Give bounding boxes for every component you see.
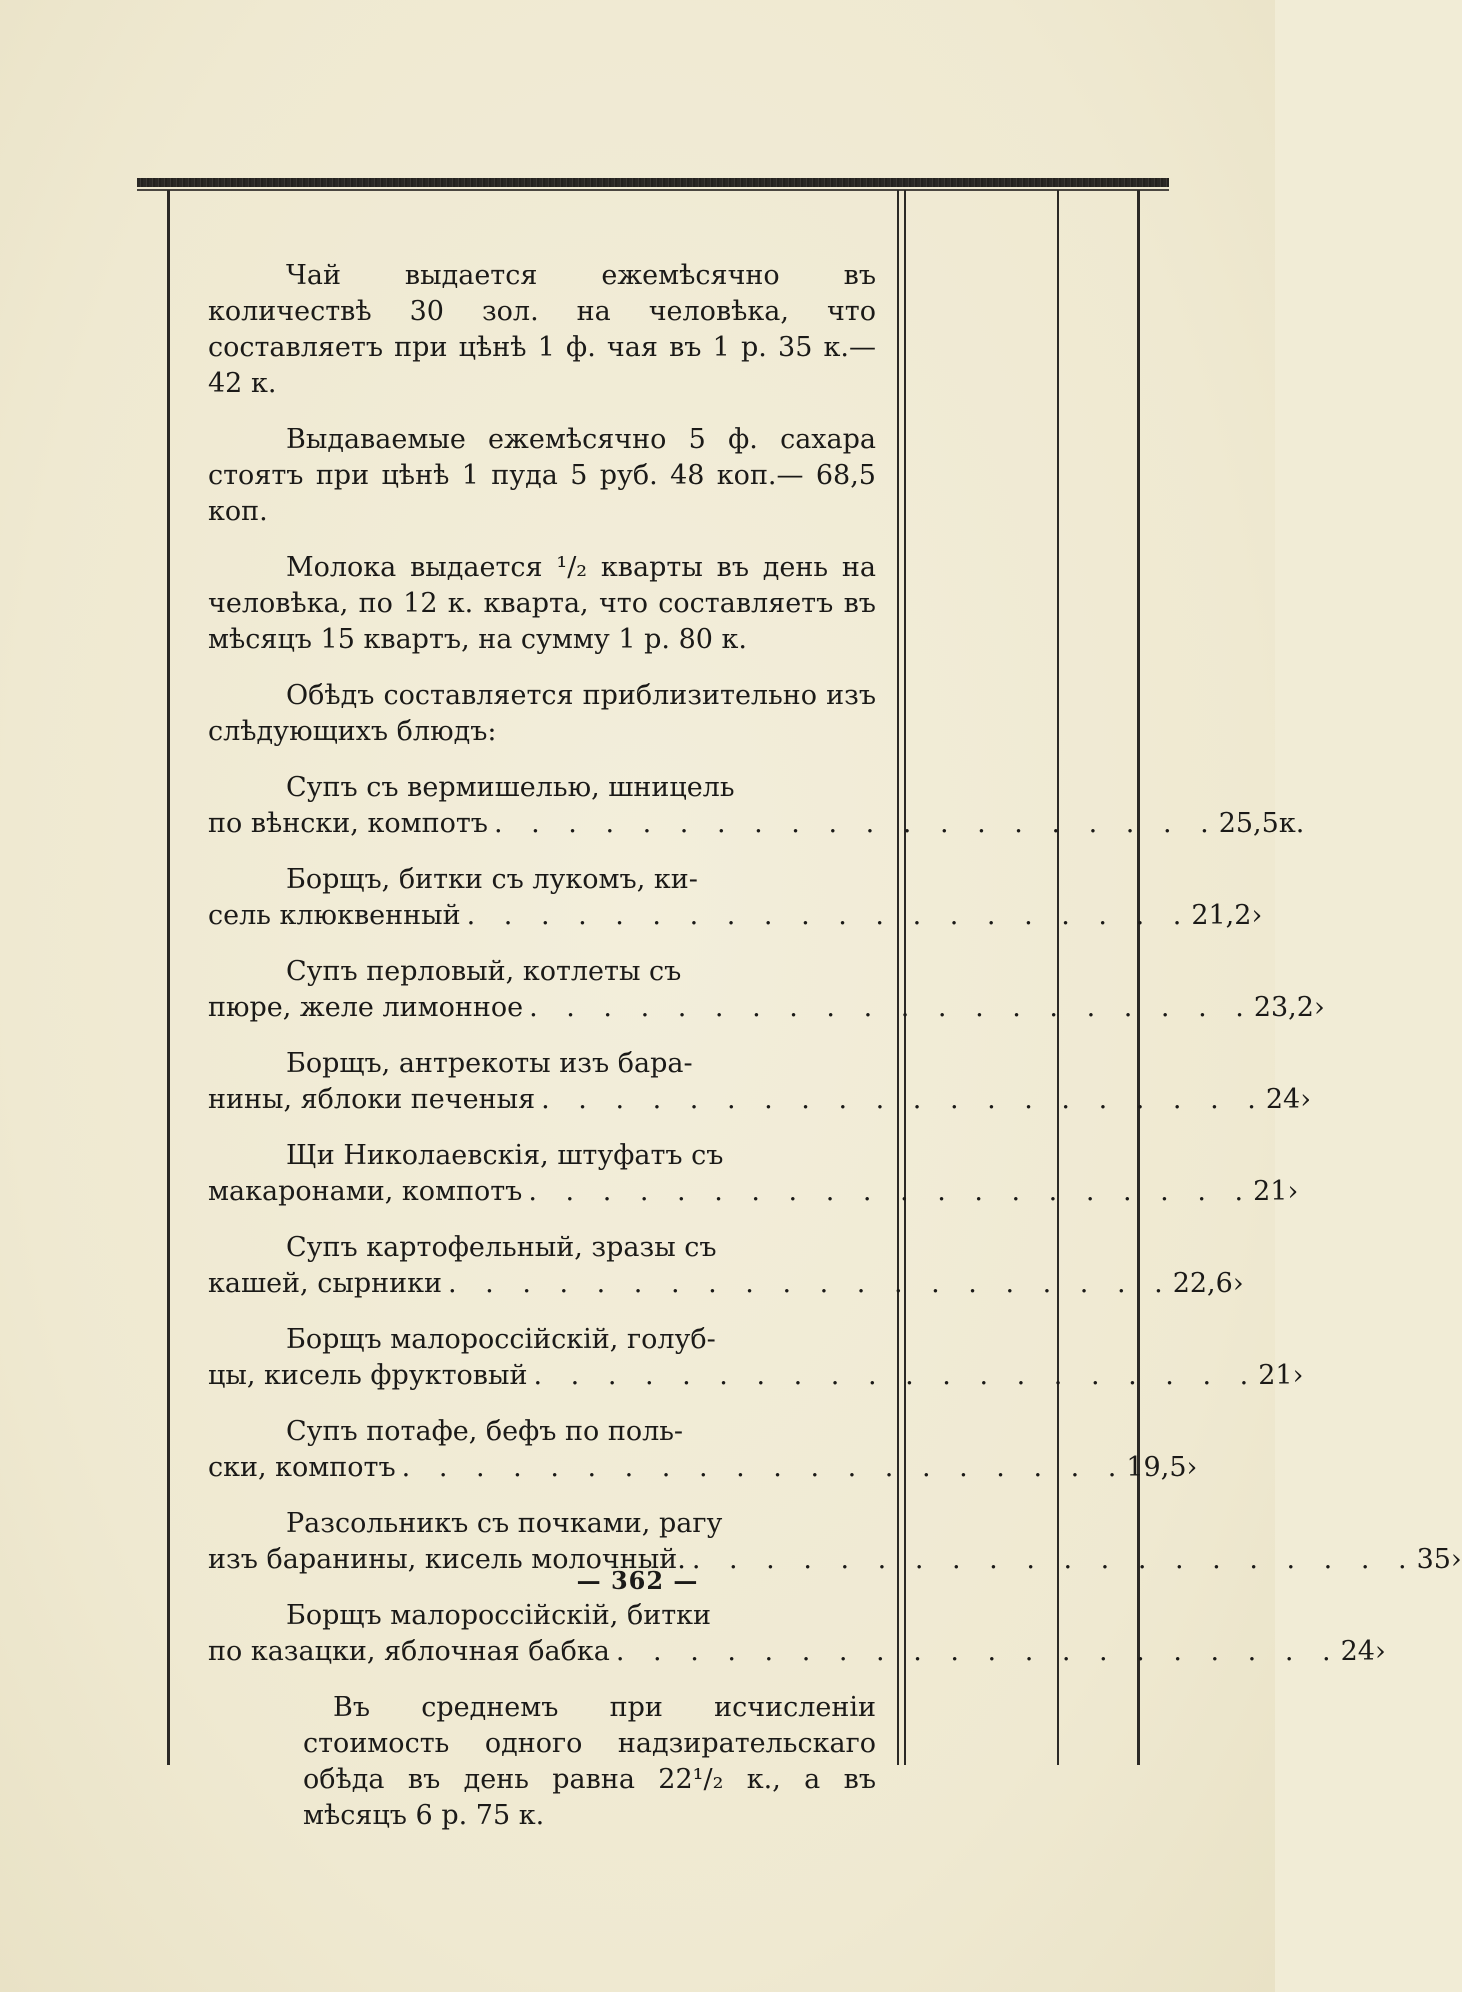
menu-item-dishes: пюре, желе лимонное xyxy=(208,992,524,1023)
menu-item-line2 xyxy=(208,1174,1299,1210)
paragraph-sugar: Выдаваемые ежемѣсячно 5 ф. сахара стоятъ при цѣнѣ 1 пуда 5 руб. 48 коп.— 68,5 коп. xyxy=(208,424,876,527)
leader-dots: . . . . . . . . . . . . . . . . . . . . xyxy=(615,1636,1341,1667)
menu-item xyxy=(208,1230,1244,1302)
menu-item-unit: › xyxy=(1251,900,1263,931)
leader-dots: . . . . . . . . . . . . . . . . . . . . xyxy=(528,1176,1254,1207)
menu-item xyxy=(208,770,1305,842)
menu-item-line2 xyxy=(208,806,1305,842)
menu-item-dishes: сель клюквенный xyxy=(208,900,461,931)
menu-item xyxy=(208,1414,1198,1486)
menu-item-unit: › xyxy=(1287,1176,1299,1207)
menu-item xyxy=(208,1322,1304,1394)
menu-item xyxy=(208,1046,1312,1118)
menu-item-line1: Щи Николаевскія, штуфатъ съ xyxy=(286,1140,724,1171)
menu-item-line1: Супъ перловый, котлеты съ xyxy=(286,956,682,987)
leader-dots: . . . . . . . . . . . . . . . . . . . . xyxy=(493,808,1219,839)
menu-item-line1: Борщъ, антрекоты изъ бара- xyxy=(286,1048,693,1079)
column-rule-mid-2 xyxy=(904,190,906,1765)
menu-item-unit: › xyxy=(1292,1360,1304,1391)
menu-item-line2 xyxy=(208,1634,1386,1670)
menu-item-line2 xyxy=(208,1450,1198,1486)
menu-item-line1: Борщъ малороссійскій, голуб- xyxy=(286,1324,716,1355)
main-text-column xyxy=(208,258,1462,1834)
menu-item-dishes: макаронами, компотъ xyxy=(208,1176,523,1207)
leader-dots: . . . . . . . . . . . . . . . . . . . . xyxy=(401,1452,1127,1483)
menu-item xyxy=(208,862,1263,934)
menu-item-dishes: ски, компотъ xyxy=(208,1452,396,1483)
menu-item-line2 xyxy=(208,1082,1312,1118)
menu-item-dishes: цы, кисель фруктовый xyxy=(208,1360,528,1391)
menu-item-unit: › xyxy=(1374,1636,1386,1667)
menu-item-line2 xyxy=(208,1358,1304,1394)
top-rule xyxy=(137,178,1169,187)
milk-text-a: Молока выдается xyxy=(286,552,557,583)
menu-item-line2 xyxy=(208,1266,1244,1302)
menu-item-unit: › xyxy=(1232,1268,1244,1299)
menu-item-line1: Супъ картофельный, зразы съ xyxy=(286,1232,717,1263)
paragraph-summary xyxy=(303,1690,876,1834)
menu-item-dishes: по казацки, яблочная бабка xyxy=(208,1636,610,1667)
menu-list xyxy=(208,770,1462,1670)
column-rule-left xyxy=(167,190,170,1765)
column-rule-mid-1 xyxy=(897,190,899,1765)
menu-item xyxy=(208,1138,1299,1210)
menu-item-unit: › xyxy=(1186,1452,1198,1483)
menu-item-price: 35 xyxy=(1416,1544,1451,1575)
menu-item-line1: Разсольникъ съ почками, рагу xyxy=(286,1508,723,1539)
column-rule-right-1 xyxy=(1057,190,1059,1765)
menu-item-unit: › xyxy=(1313,992,1325,1023)
menu-item-price: 21 xyxy=(1253,1176,1288,1207)
menu-item-dishes: изъ баранины, кисель молочный. xyxy=(208,1544,686,1575)
leader-dots: . . . . . . . . . . . . . . . . . . . . xyxy=(691,1544,1417,1575)
menu-item xyxy=(208,1598,1386,1670)
page-number: — 362 — xyxy=(576,1566,699,1595)
milk-fraction: ¹/₂ xyxy=(556,552,588,583)
menu-item-line1: Борщъ малороссійскій, битки xyxy=(286,1600,712,1631)
leader-dots: . . . . . . . . . . . . . . . . . . . . xyxy=(533,1360,1259,1391)
milk-text-b: кварты въ день на человѣка, по 12 к. кварта, что составляетъ въ мѣсяцъ 15 квартъ, на сумму 1 р. 80 к. xyxy=(208,552,876,655)
menu-item-line1: Борщъ, битки съ лукомъ, ки- xyxy=(286,864,698,895)
paragraph-tea: Чай выдается ежемѣсячно въ количествѣ 30 зол. на человѣка, что составляетъ при цѣнѣ 1 ф. чая въ 1 р. 35 к.—42 к. xyxy=(208,260,876,399)
menu-item-price: 24 xyxy=(1265,1084,1301,1115)
menu-item-dishes: по вѣнски, компотъ xyxy=(208,808,488,839)
paragraph-milk xyxy=(208,550,876,658)
menu-item-price: 21,2 xyxy=(1191,900,1252,931)
menu-item-price: 23,2 xyxy=(1253,992,1314,1023)
menu-item-price: 21 xyxy=(1258,1360,1293,1391)
menu-item-line1: Супъ съ вермишелью, шницель xyxy=(286,772,735,803)
summary-text-a: Въ среднемъ при исчисленіи стоимость одного надзирательскаго обѣда въ день равна 22 xyxy=(303,1692,876,1795)
leader-dots: . . . . . . . . . . . . . . . . . . . . xyxy=(529,992,1254,1023)
menu-item-line1: Супъ потафе, бефъ по поль- xyxy=(286,1416,684,1447)
menu-item-dishes: нины, яблоки печеныя xyxy=(208,1084,536,1115)
menu-item-price: 24 xyxy=(1340,1636,1375,1667)
menu-item-unit: › xyxy=(1300,1084,1312,1115)
menu-item-line2 xyxy=(208,898,1263,934)
column-rule-right-2 xyxy=(1137,190,1140,1765)
leader-dots: . . . . . . . . . . . . . . . . . . . . xyxy=(447,1268,1173,1299)
menu-item-dishes: кашей, сырники xyxy=(208,1268,442,1299)
menu-item-unit: к. xyxy=(1278,808,1305,839)
menu-item-price: 25,5 xyxy=(1218,808,1279,839)
leader-dots: . . . . . . . . . . . . . . . . . . . . xyxy=(466,900,1192,931)
summary-text-b: к., а въ мѣсяцъ 6 р. 75 к. xyxy=(303,1764,876,1831)
menu-item xyxy=(208,954,1325,1026)
summary-fraction: ¹/₂ xyxy=(692,1764,724,1795)
menu-item-price: 22,6 xyxy=(1172,1268,1233,1299)
top-rule-thin xyxy=(137,189,1169,191)
menu-item-line2 xyxy=(208,990,1325,1026)
menu-item-price: 19,5 xyxy=(1126,1452,1187,1483)
menu-item-unit: › xyxy=(1450,1544,1462,1575)
paragraph-dinner: Обѣдъ составляется приблизительно изъ слѣдующихъ блюдъ: xyxy=(208,680,876,747)
leader-dots: . . . . . . . . . . . . . . . . . . . . xyxy=(541,1084,1266,1115)
